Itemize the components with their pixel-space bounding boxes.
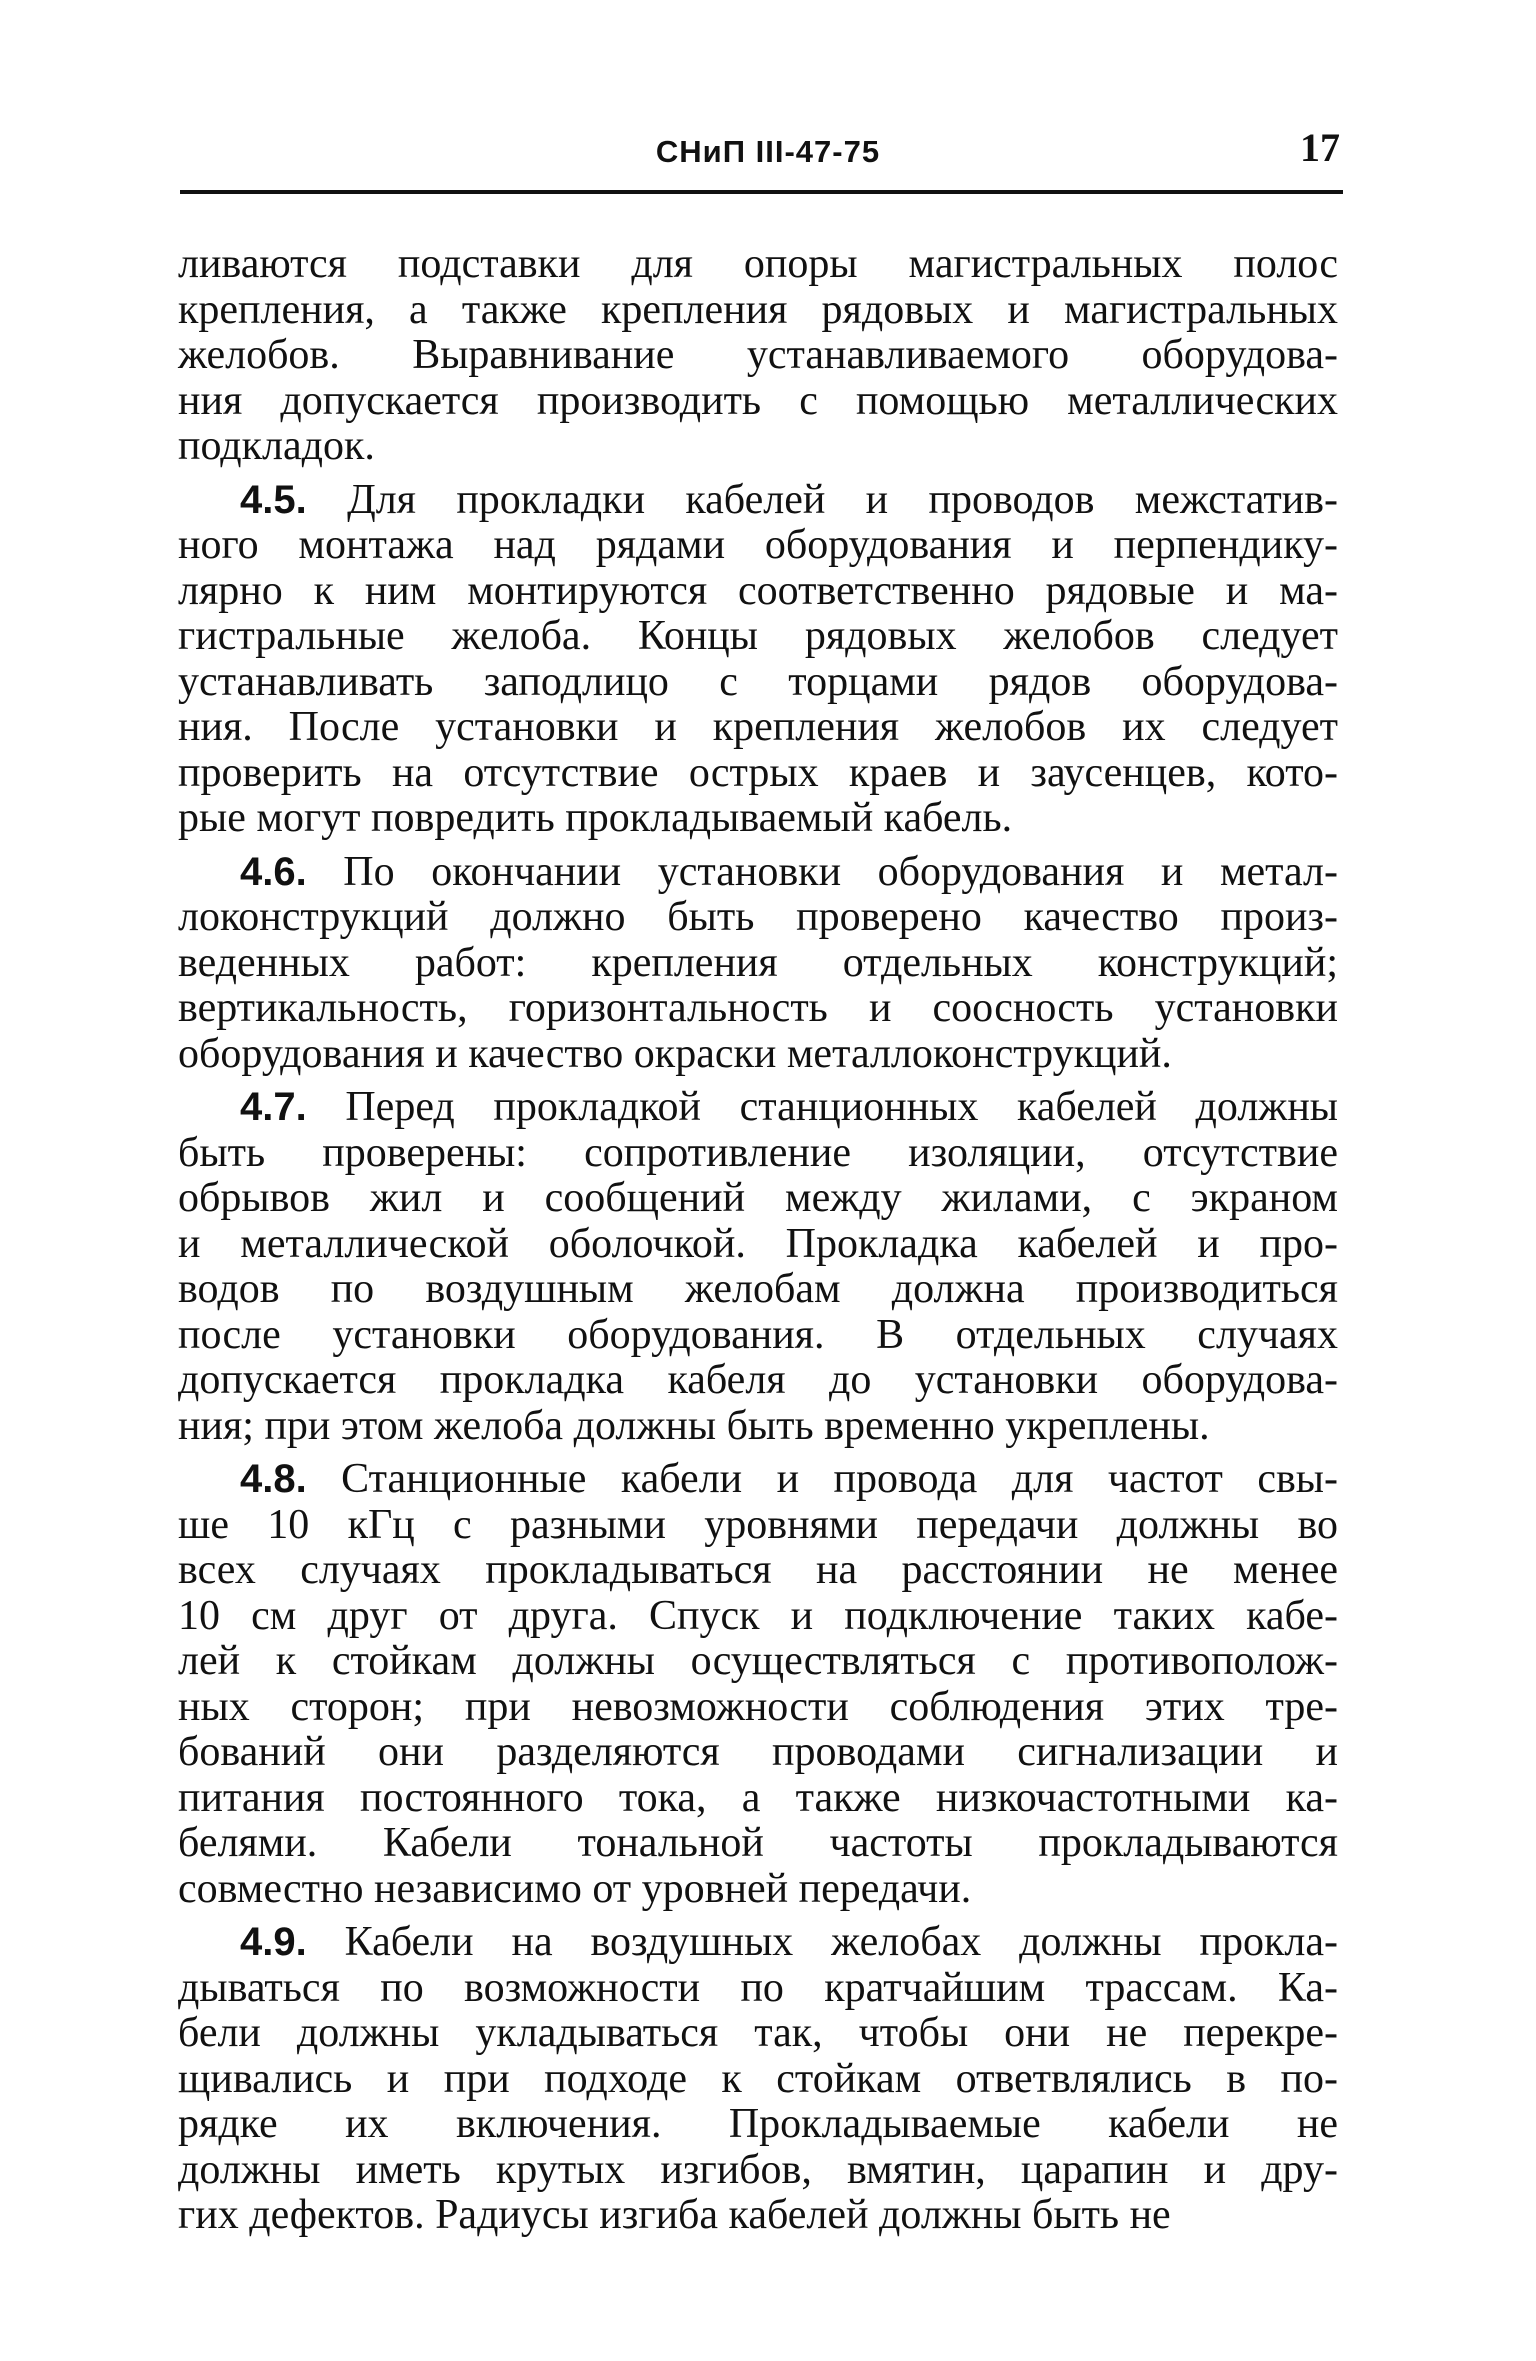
text-line	[178, 288, 1338, 334]
text-line	[178, 1457, 1338, 1503]
text-line	[178, 2057, 1338, 2103]
text-line	[178, 1358, 1338, 1404]
text-line	[178, 2193, 1338, 2239]
text-line	[178, 1966, 1338, 2012]
line-text: крепления, а также крепления рядовых и магистральных	[178, 286, 1338, 333]
line-text: и металлической оболочкой. Прокладка кабелей и про-	[178, 1220, 1338, 1267]
text-line	[178, 1639, 1338, 1685]
clause-number: 4.5.	[240, 477, 307, 522]
line-text: водов по воздушным желобам должна производиться	[178, 1266, 1338, 1312]
text-line	[178, 751, 1338, 797]
text-line	[178, 850, 1338, 896]
line-text: дываться по возможности по кратчайшим трассам. Ка-	[178, 1964, 1338, 2011]
text-line	[178, 941, 1338, 987]
line-text: лей к стойкам должны осуществляться с противополож-	[178, 1638, 1338, 1684]
text-line	[178, 523, 1338, 569]
line-text: всех случаях прокладываться на расстоянии не менее	[178, 1547, 1338, 1593]
line-text: рядке их включения. Прокладываемые кабели не	[178, 2101, 1338, 2147]
paragraph-4-6	[178, 850, 1338, 1078]
clause-number: 4.9.	[240, 1920, 307, 1964]
line-text: ния; при этом желоба должны быть временно укреплены.	[178, 1402, 1210, 1449]
line-text: вертикальность, горизонтальность и соосность установки	[178, 985, 1338, 1031]
line-text: бели должны укладываться так, чтобы они не перекре-	[178, 2010, 1338, 2056]
line-text: Станционные кабели и провода для частот свы-	[341, 1456, 1338, 1502]
line-text: лярно к ним монтируются соответственно рядовые и ма-	[178, 567, 1338, 614]
text-line	[178, 1267, 1338, 1313]
line-text: устанавливать заподлицо с торцами рядов оборудова-	[178, 658, 1338, 705]
text-line	[178, 1404, 1338, 1450]
header-divider	[180, 190, 1343, 194]
page-header	[0, 120, 1536, 180]
text-line	[178, 1920, 1338, 1966]
clause-number: 4.8.	[240, 1457, 307, 1501]
text-line	[178, 1867, 1338, 1913]
line-text: совместно независимо от уровней передачи.	[178, 1865, 972, 1912]
text-line	[178, 1085, 1338, 1131]
text-line	[178, 2102, 1338, 2148]
line-text: 10 см друг от друга. Спуск и подключение таких кабе-	[178, 1592, 1338, 1639]
page-number: 17	[1300, 125, 1340, 170]
line-text: веденных работ: крепления отдельных конструкций;	[178, 939, 1338, 986]
text-line	[178, 1685, 1338, 1731]
text-line	[178, 1222, 1338, 1268]
text-line	[178, 660, 1338, 706]
paragraph-4-8	[178, 1457, 1338, 1912]
text-line	[178, 1548, 1338, 1594]
text-line	[178, 895, 1338, 941]
paragraph-4-7	[178, 1085, 1338, 1449]
line-text: ных сторон; при невозможности соблюдения этих тре-	[178, 1683, 1338, 1730]
line-text: белями. Кабели тональной частоты прокладываются	[178, 1820, 1338, 1866]
text-line	[178, 1032, 1338, 1078]
text-line	[178, 2011, 1338, 2057]
text-line	[178, 478, 1338, 524]
line-text: должны иметь крутых изгибов, вмятин, царапин и дру-	[178, 2146, 1338, 2193]
text-line	[178, 2148, 1338, 2194]
paragraph-continued	[178, 242, 1338, 470]
paragraph-4-5	[178, 478, 1338, 842]
line-text: бований они разделяются проводами сигнализации и	[178, 1729, 1338, 1775]
text-line	[178, 705, 1338, 751]
line-text: Кабели на воздушных желобах должны прокла-	[344, 1919, 1338, 1965]
line-text: По окончании установки оборудования и метал-	[343, 848, 1338, 895]
text-line	[178, 1131, 1338, 1177]
text-line	[178, 333, 1338, 379]
text-line	[178, 424, 1338, 470]
line-text: Для прокладки кабелей и проводов межстатив-	[347, 476, 1339, 523]
line-text: питания постоянного тока, а также низкочастотными ка-	[178, 1774, 1338, 1821]
text-line	[178, 1503, 1338, 1549]
body-text	[178, 242, 1338, 2247]
text-line	[178, 1594, 1338, 1640]
line-text: ливаются подставки для опоры магистральных полос	[178, 241, 1338, 287]
line-text: Перед прокладкой станционных кабелей должны	[345, 1084, 1339, 1130]
text-line	[178, 1313, 1338, 1359]
line-text: после установки оборудования. В отдельных случаях	[178, 1311, 1338, 1358]
line-text: гистральные желоба. Концы рядовых желобов следует	[178, 613, 1338, 659]
line-text: допускается прокладка кабеля до установки оборудова-	[178, 1357, 1338, 1403]
line-text: оборудования и качество окраски металлоконструкций.	[178, 1030, 1172, 1077]
text-line	[178, 569, 1338, 615]
text-line	[178, 242, 1338, 288]
line-text: рые могут повредить прокладываемый кабель.	[178, 795, 1013, 841]
text-line	[178, 1176, 1338, 1222]
text-line	[178, 1776, 1338, 1822]
line-text: ше 10 кГц с разными уровнями передачи должны во	[178, 1501, 1338, 1548]
clause-number: 4.7.	[240, 1085, 307, 1129]
paragraph-4-9	[178, 1920, 1338, 2239]
line-text: щивались и при подходе к стойкам ответвлялись в по-	[178, 2055, 1338, 2102]
line-text: обрывов жил и сообщений между жилами, с экраном	[178, 1175, 1338, 1221]
text-line	[178, 1821, 1338, 1867]
line-text: гих дефектов. Радиусы изгиба кабелей должны быть не	[178, 2192, 1171, 2238]
text-line	[178, 614, 1338, 660]
line-text: проверить на отсутствие острых краев и заусенцев, кото-	[178, 749, 1338, 796]
line-text: ного монтажа над рядами оборудования и перпендику-	[178, 522, 1338, 568]
text-line	[178, 1730, 1338, 1776]
line-text: подкладок.	[178, 423, 375, 469]
text-line	[178, 796, 1338, 842]
line-text: локонструкций должно быть проверено качество произ-	[178, 894, 1338, 940]
line-text: быть проверены: сопротивление изоляции, отсутствие	[178, 1129, 1338, 1176]
document-code: СНиП III-47-75	[655, 134, 881, 169]
line-text: ния. После установки и крепления желобов их следует	[178, 704, 1338, 750]
line-text: ния допускается производить с помощью металлических	[178, 377, 1338, 424]
line-text: желобов. Выравнивание устанавливаемого оборудова-	[178, 332, 1338, 378]
clause-number: 4.6.	[240, 849, 307, 894]
text-line	[178, 379, 1338, 425]
text-line	[178, 986, 1338, 1032]
